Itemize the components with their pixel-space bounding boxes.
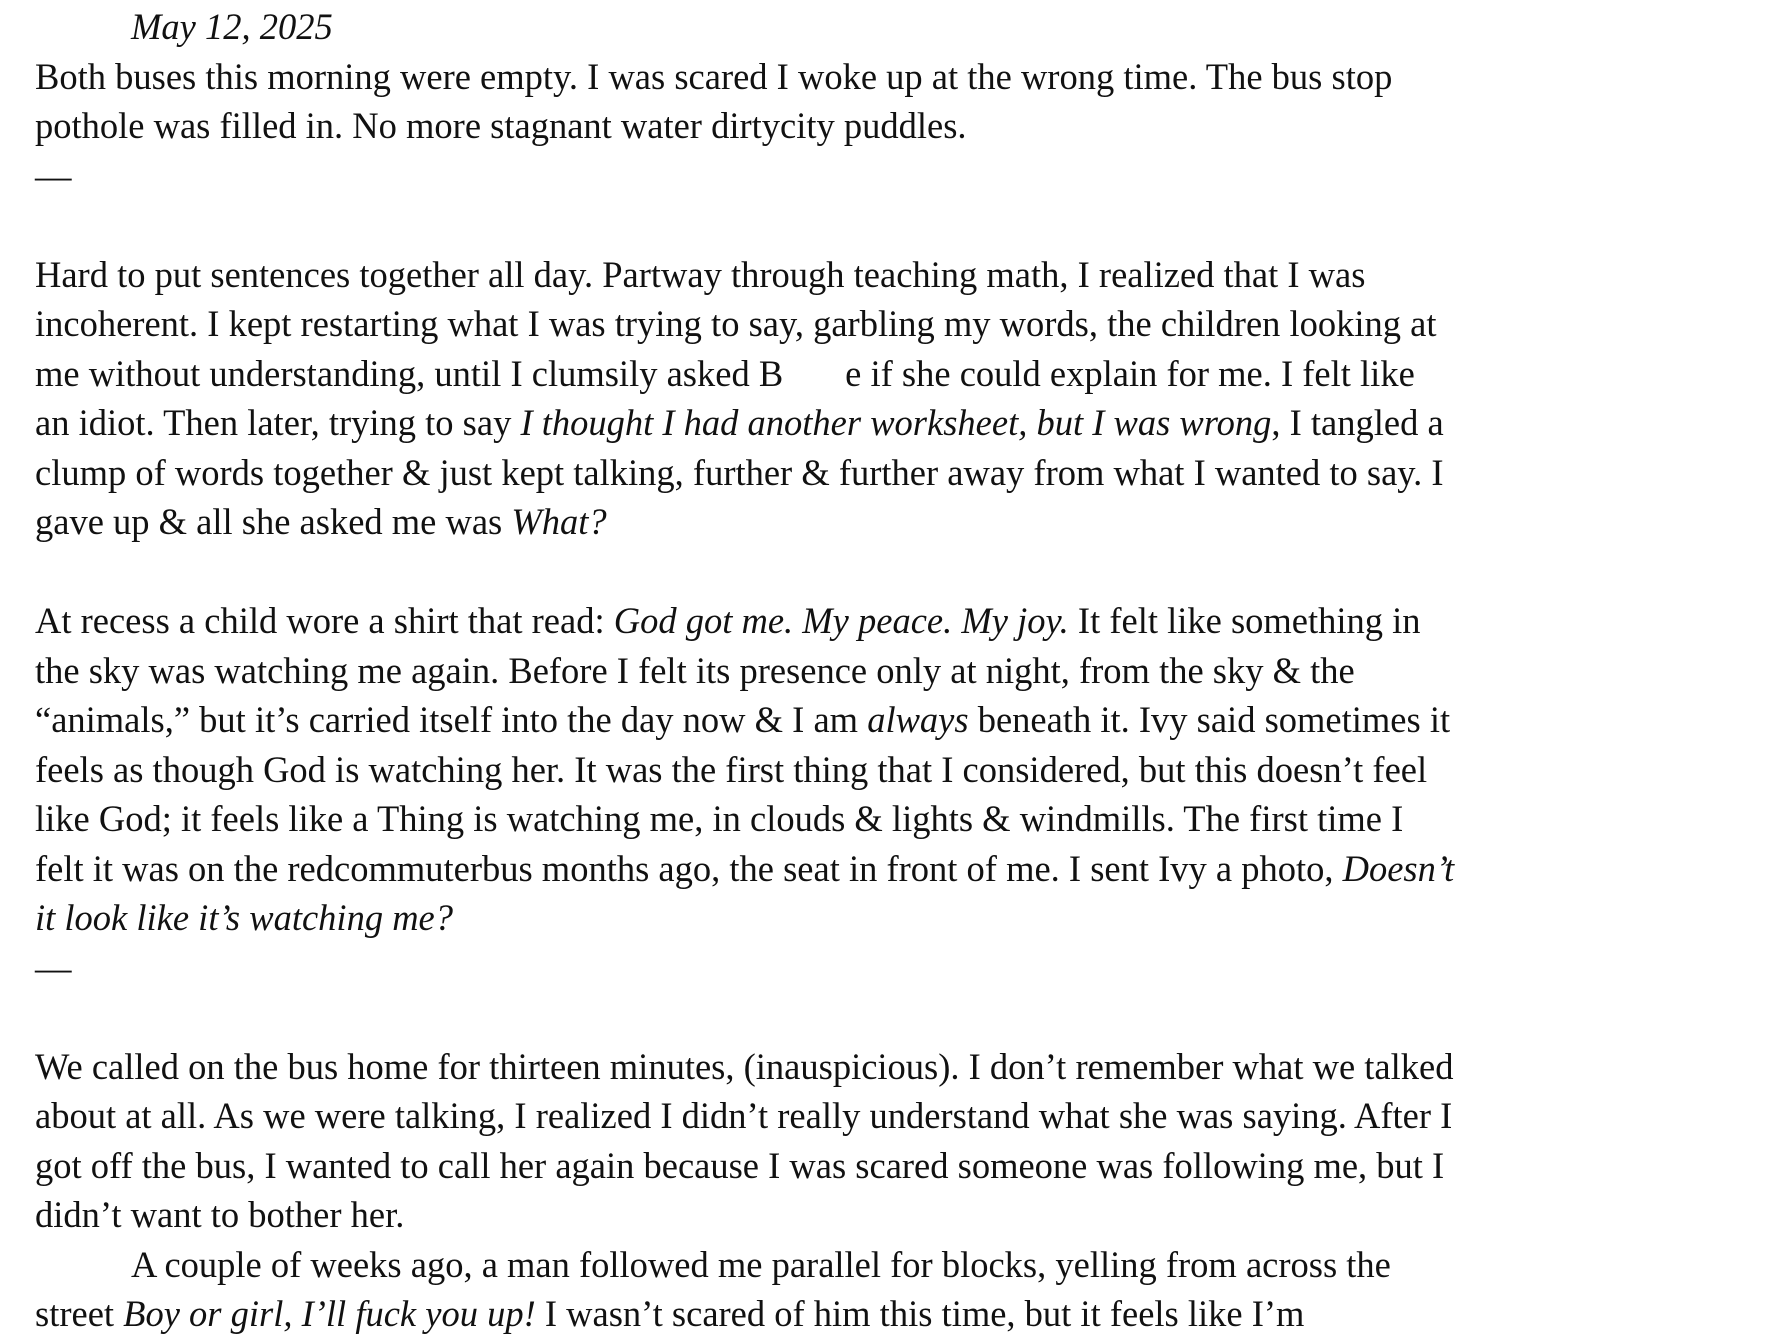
text-run: I wasn’t scared of him this time, but it feels like I’m: [535, 1293, 1305, 1334]
section-separator: —: [35, 946, 72, 988]
paragraph-call: We called on the bus home for thirteen minutes, (inauspicious). I don’t remember what we talked about at all. As we were talking, I realized I didn’t really understand what she was saying. After I got off the bus, I wanted to call her again because I was scared someone was following me, but I didn’t want to bother her.: [35, 1045, 1454, 1235]
spacer: [35, 992, 1455, 1042]
text-run: e if she could explain for me. I felt like an idiot. Then later, trying to say: [35, 352, 1415, 443]
text-run: At recess a child wore a shirt that read:: [35, 600, 614, 641]
text-run: A couple of weeks ago, a man followed me parallel for blocks, yelling from across the street: [35, 1243, 1391, 1334]
text-run: , I tangled a clump of words together & just kept talking, further & further away from what I wanted to say. I gave up & all she asked me was: [35, 402, 1444, 542]
italic-emphasis: always: [867, 699, 969, 740]
paragraph-recess: [35, 596, 1455, 943]
text-run: Hard to put sentences together all day. Partway through teaching math, I realized that I was incoherent. I kept restarting what I was trying to say, garbling my words, the children looking at me without understanding, until I clumsily asked B: [35, 253, 1437, 394]
spacer: [35, 547, 1455, 597]
italic-quote: What?: [511, 501, 607, 542]
paragraph-followed: [35, 1240, 1455, 1339]
text-run: It felt like something in the sky was watching me again. Before I felt its presence only at night, from the sky & the “animals,” but it’s carried itself into the day now & I am: [35, 600, 1421, 740]
spacer: [35, 200, 1455, 250]
section-separator: —: [35, 154, 72, 196]
entry-date: May 12, 2025: [131, 6, 333, 47]
journal-page: [35, 0, 1455, 1339]
paragraph-incoherent: [35, 250, 1455, 547]
italic-quote: God got me. My peace. My joy.: [613, 600, 1069, 641]
text-run: beneath it. Ivy said sometimes it feels as though God is watching her. It was the first thing that I considered, but this doesn’t feel like God; it feels like a Thing is watching me, in clouds & lights & windmills. The first time I felt it was on the redcommuterbus months ago, the seat in front of me. I sent Ivy a photo,: [35, 699, 1451, 889]
paragraph-buses: Both buses this morning were empty. I was scared I woke up at the wrong time. The bus stop pothole was filled in. No more stagnant water dirtycity puddles.: [35, 55, 1393, 146]
italic-quote: Doesn’t it look like it’s watching me?: [35, 847, 1455, 938]
italic-quote: I thought I had another worksheet, but I was wrong: [520, 402, 1272, 443]
italic-quote: Boy or girl, I’ll fuck you up!: [123, 1293, 536, 1334]
